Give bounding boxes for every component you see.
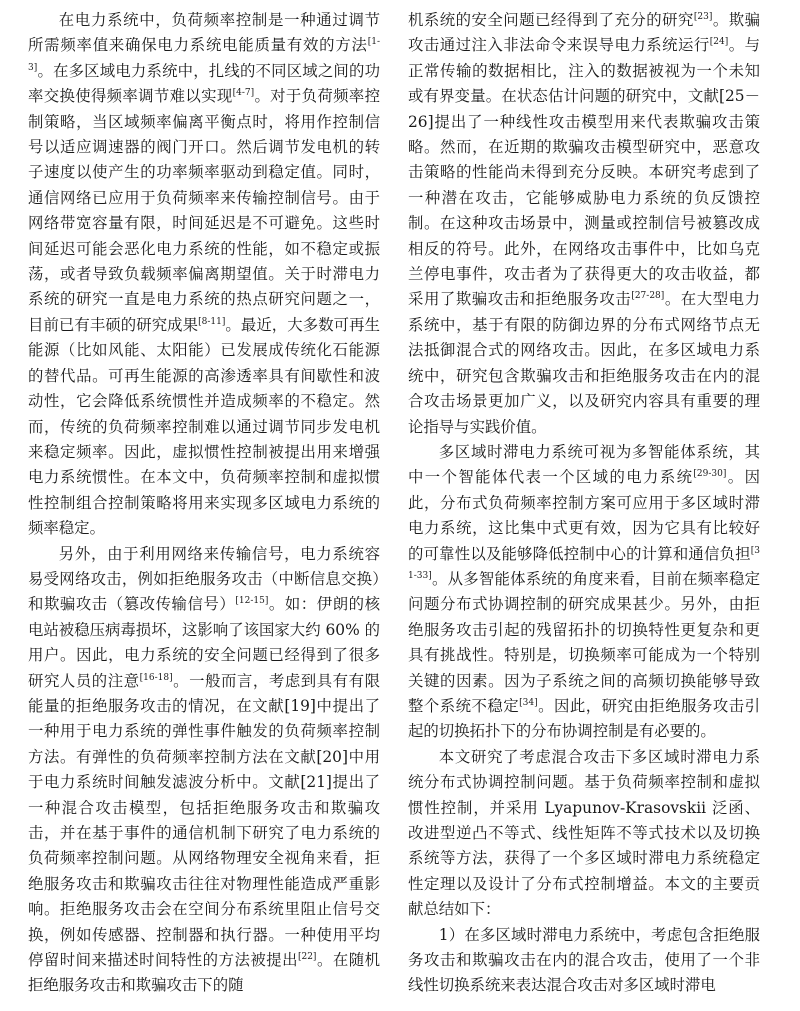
paragraph: [408, 745, 760, 923]
text-run: 。一般而言，考虑到具有有限能量的拒绝服务攻击的情况，在文献[19]中提出了一种用于电力系统的弹性事件触发的负荷频率控制方法。有弹性的负荷频率控制方法在文献[20]中用于电力系统时间触发滤波分析中。文献[21]提出了一种混合攻击模型，包括拒绝服务攻击和欺骗攻击，并在基于事件的通信机制下研究了电力系统的负荷频率控制问题。从网络物理安全视角来看，拒绝服务攻击和欺骗攻击往往对物理性能造成严重影响。拒绝服务攻击会在空间分布系统里阻止信号交换，例如传感器、控制器和执行器。一种使用平均停留时间来描述时间特性的方法被提出: [28, 671, 380, 970]
paragraph: [408, 440, 760, 745]
text-run: 本文研究了考虑混合攻击下多区域时滞电力系统分布式协调控制问题。基于负荷频率控制和虚拟惯性控制，并采用 Lyapunov-Krasovskii 泛函、改进型逆凸不等式、线性矩阵不等式技术以及切换系统等方法，获得了一个多区域时滞电力系统稳定性定理以及设计了分布式控制增益。本文的主要贡献总结如下：: [408, 747, 760, 919]
text-run: 。在多区域电力系统中，扎线的不同区域之间的功率交换使得频率调节难以实现: [28, 61, 380, 106]
citation: [23]: [693, 12, 713, 22]
text-run: 1）在多区域时滞电力系统中，考虑包含拒绝服务攻击和欺骗攻击在内的混合攻击，使用了一个非线性切换系统来表达混合攻击对多区域时滞电: [408, 925, 760, 995]
text-run: 机系统的安全问题已经得到了充分的研究: [408, 11, 694, 29]
text-run: 另外，由于利用网络来传输信号，电力系统容易受网络攻击，例如拒绝服务攻击（中断信息交换）和欺骗攻击（篡改传输信号）: [28, 544, 380, 614]
text-run: 。如：伊朗的核电站被稳压病毒损坏，这影响了该国家大约 60% 的用户。因此，电力系统的安全问题已经得到了很多研究人员的注意: [28, 595, 380, 690]
text-run: 在电力系统中，负荷频率控制是一种通过调节所需频率值来确保电力系统电能质量有效的方法: [28, 11, 380, 55]
text-run: 。最近，大多数可再生能源（比如风能、太阳能）已发展成传统化石能源的替代品。可再生能源的高渗透率具有间歇性和波动性，它会降低系统惯性并造成频率的不稳定。然而，传统的负荷频率控制难以通过调节同步发电机来稳定频率。因此，虚拟惯性控制被提出用来增强电力系统惯性。在本文中，负荷频率控制和虚拟惯性控制组合控制策略将用来实现多区域电力系统的频率稳定。: [28, 315, 380, 538]
citation: [1-3]: [28, 37, 380, 73]
citation: [29-30]: [693, 469, 727, 480]
left-column: [28, 8, 380, 1011]
citation: [4-7]: [232, 88, 255, 99]
text-run: 。因此，分布式负荷频率控制方案可应用于多区域时滞电力系统，这比集中式更有效，因为它具有比较好的可靠性以及能够降低控制中心的计算和通信负担: [408, 468, 760, 563]
paragraph: [28, 542, 380, 999]
paragraph-continued: [408, 8, 760, 440]
text-run: 。在大型电力系统中，基于有限的防御边界的分布式网络节点无法抵御混合式的网络攻击。因此，在多区域电力系统中，研究包含欺骗攻击和拒绝服务攻击在内的混合攻击场景更加广义，以及研究内容具有重要的理论指导与实践价值。: [408, 290, 760, 436]
paragraph: [28, 8, 380, 542]
citation: [22]: [297, 952, 317, 963]
text-run: 。与正常传输的数据相比，注入的数据被视为一个未知或有界变量。在状态估计问题的研究中，文献[25－26]提出了一种线性攻击模型用来代表欺骗攻击策略。然而，在近期的欺骗攻击模型研究中，恶意攻击策略的性能尚未得到充分反映。本研究考虑到了一种潜在攻击，它能够威胁电力系统的负反馈控制。在这种攻击场景中，测量或控制信号被篡改成相反的符号。此外，在网络攻击事件中，比如乌克兰停电事件，攻击者为了获得更大的攻击收益，都采用了欺骗攻击和拒绝服务攻击: [408, 36, 760, 309]
citation: [12-15]: [235, 596, 269, 607]
citation: [8-11]: [198, 316, 226, 327]
text-run: 。欺骗攻击通过注入非法命令来误导电力系统运行: [408, 11, 760, 55]
right-column: [408, 8, 760, 1011]
text-run: 。对于负荷频率控制策略，当区域频率偏离平衡点时，将用作控制信号以适应调速器的阀门开口。然后调节发电机的转子速度以使产生的功率频率驱动到稳定值。同时，通信网络已应用于负荷频率来传输控制信号。由于网络带宽容量有限，时间延迟是不可避免。这些时间延迟可能会恶化电力系统的性能，如不稳定或振荡，或者导致负载频率偏离期望值。关于时滞电力系统的研究一直是电力系统的热点研究问题之一，目前已有丰硕的研究成果: [28, 87, 380, 334]
paragraph: [408, 923, 760, 999]
text-run: 。在随机拒绝服务攻击和欺骗攻击下的随: [28, 951, 380, 995]
text-run: 。因此，研究由拒绝服务攻击引起的切换拓扑下的分布协调控制是有必要的。: [408, 696, 760, 741]
citation: [31-33]: [408, 545, 760, 581]
citation: [16-18]: [139, 672, 173, 683]
citation: [27-28]: [631, 291, 665, 302]
citation: [34]: [519, 697, 538, 708]
citation: [24]: [709, 37, 729, 48]
text-run: 多区域时滞电力系统可视为多智能体系统，其中一个智能体代表一个区域的电力系统: [408, 442, 760, 487]
text-run: 。从多智能体系统的角度来看，目前在频率稳定问题分布式协调控制的研究成果甚少。另外，由拒绝服务攻击引起的残留拓扑的切换特性更复杂和更具有挑战性。特别是，切换频率可能成为一个特别关键的因素。因为子系统之间的高频切换能够导致整个系统不稳定: [408, 569, 760, 715]
